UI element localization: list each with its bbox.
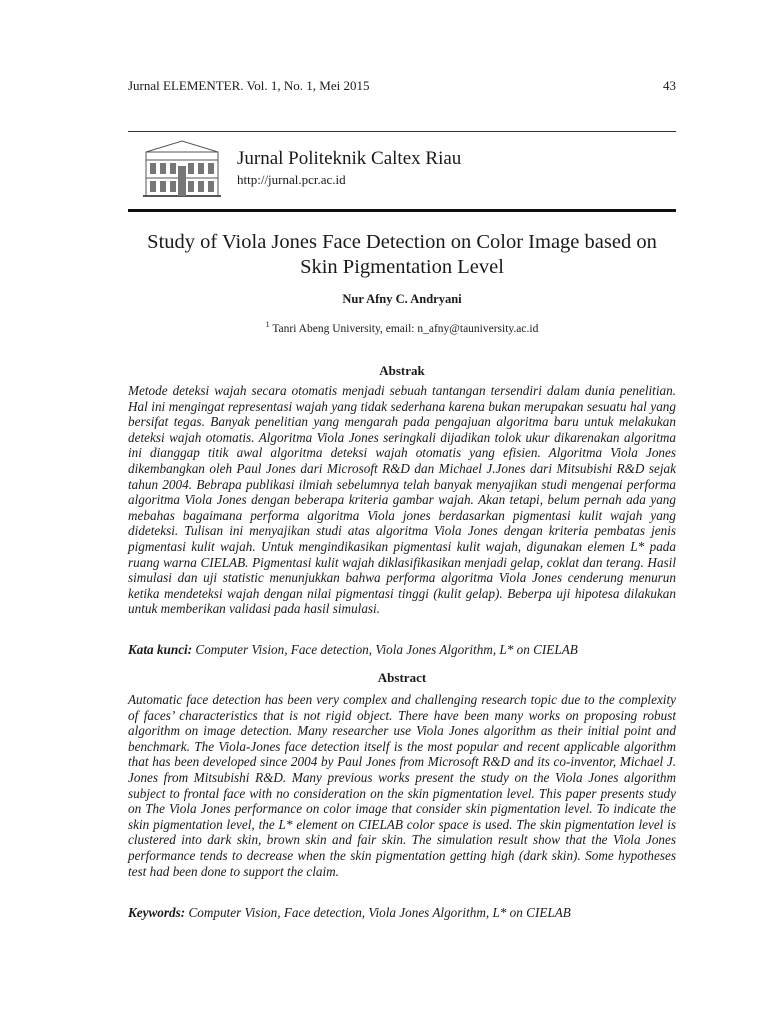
- page-number: 43: [663, 78, 676, 93]
- affiliation-mark: 1: [265, 320, 270, 329]
- affiliation-text: Tanri Abeng University, email: n_afny@tauniversity.ac.id: [272, 322, 539, 335]
- running-head: [128, 78, 676, 94]
- article-affiliation: [128, 320, 676, 335]
- abstract-text: Automatic face detection has been very complex and challenging research topic due to the complexity of faces’ characteristics that is not rigid object. There have been many works on proposing robust algorithm on image detection. Many researcher use Viola Jones algorithm as their initial point and benchmark. The Viola-Jones face detection itself is the most popular and recent applicable algorithm that has been developed since 2004 by Paul Jones from Microsoft R&D and its co-inventor, Michael J. Jones from Mitsubishi R&D. Many previous works present the study on the Viola Jones algorithm subject to frontal face with no consideration on the skin pigmentation level. This paper presents study on The Viola Jones performance on color image that consider skin pigmentation level. To indicate the skin pigmentation level, the L* element on CIELAB color space is used. The skin pigmentation level is clustered into dark skin, brown skin and fair skin. The simulation result show that the Viola Jones performance tends to decrease when the skin pigmentation getting high (dark skin). Some hypotheses test had been done to support the claim.: [128, 692, 676, 879]
- article-author: Nur Afny C. Andryani: [342, 292, 462, 306]
- abstrak-keywords-label: Kata kunci:: [128, 642, 193, 657]
- abstrak-text: Metode deteksi wajah secara otomatis menjadi sebuah tantangan tersendiri dalam dunia penelitian. Hal ini mengingat representasi wajah yang tidak sederhana karena bukan merupakan sesuatu hal yang bersifat tegas. Banyak penelitian yang mengarah pada pengajuan algoritma baru untuk melakukan deteksi wajah otomatis. Algoritma Viola Jones seringkali dijadikan tolok ukur dikarenakan algoritma ini dianggap titik awal algoritma deteksi wajah otomatis yang efisien. Algoritma Viola Jones dikembangkan oleh Paul Jones dari Microsoft R&D dan Michael J.Jones dari Mitsubishi R&D sejak tahun 2004. Bebrapa publikasi ilmiah sebelumnya telah banyak menyajikan studi mengenai performa algoritma Viola Jones dengan beberapa kriteria gambar wajah. Akan tetapi, belum pernah ada yang mebahas bagaimana performa algoritma Viola jones berdasarkan pigmentasi kulit wajah yang dideteksi. Tulisan ini menyajikan studi atas algoritma Viola Jones dengan kriteria pembatas jenis pigmentasi kulit wajah. Untuk mengindikasikan pigmentasi kulit wajah, digunakan elemen L* pada ruang warna CIELAB. Pigmentasi kulit wajah diklasifikasikan menjadi gelap, coklat dan terang. Hasil simulasi dan uji statistic menunjukkan bahwa performa algoritma Viola Jones cenderung menurun ketika mendeteksi wajah dengan nilai pigmentasi tinggi (kulit gelap). Beberpa uji hipotesa dilakukan untuk memberikan validasi pada hasil simulasi.: [128, 383, 676, 617]
- header-rule-top: [128, 131, 676, 132]
- abstract-heading: Abstract: [377, 670, 427, 685]
- abstract-keywords: [128, 905, 676, 921]
- masthead-url[interactable]: http://jurnal.pcr.ac.id: [237, 172, 346, 187]
- abstrak-heading: Abstrak: [379, 363, 425, 378]
- abstrak-keywords: [128, 642, 676, 658]
- header-rule-bottom: [128, 209, 676, 212]
- abstract-keywords-value: Computer Vision, Face detection, Viola Jones Algorithm, L* on CIELAB: [188, 905, 571, 920]
- running-head-journal: Jurnal ELEMENTER. Vol. 1, No. 1, Mei 2015: [128, 78, 370, 93]
- masthead-journal-name: Jurnal Politeknik Caltex Riau: [237, 148, 462, 169]
- abstrak-keywords-value: Computer Vision, Face detection, Viola Jones Algorithm, L* on CIELAB: [195, 642, 578, 657]
- building-logo-icon: [143, 138, 221, 200]
- abstract-keywords-label: Keywords:: [128, 905, 186, 920]
- article-title: Study of Viola Jones Face Detection on Color Image based on Skin Pigmentation Level: [147, 231, 657, 278]
